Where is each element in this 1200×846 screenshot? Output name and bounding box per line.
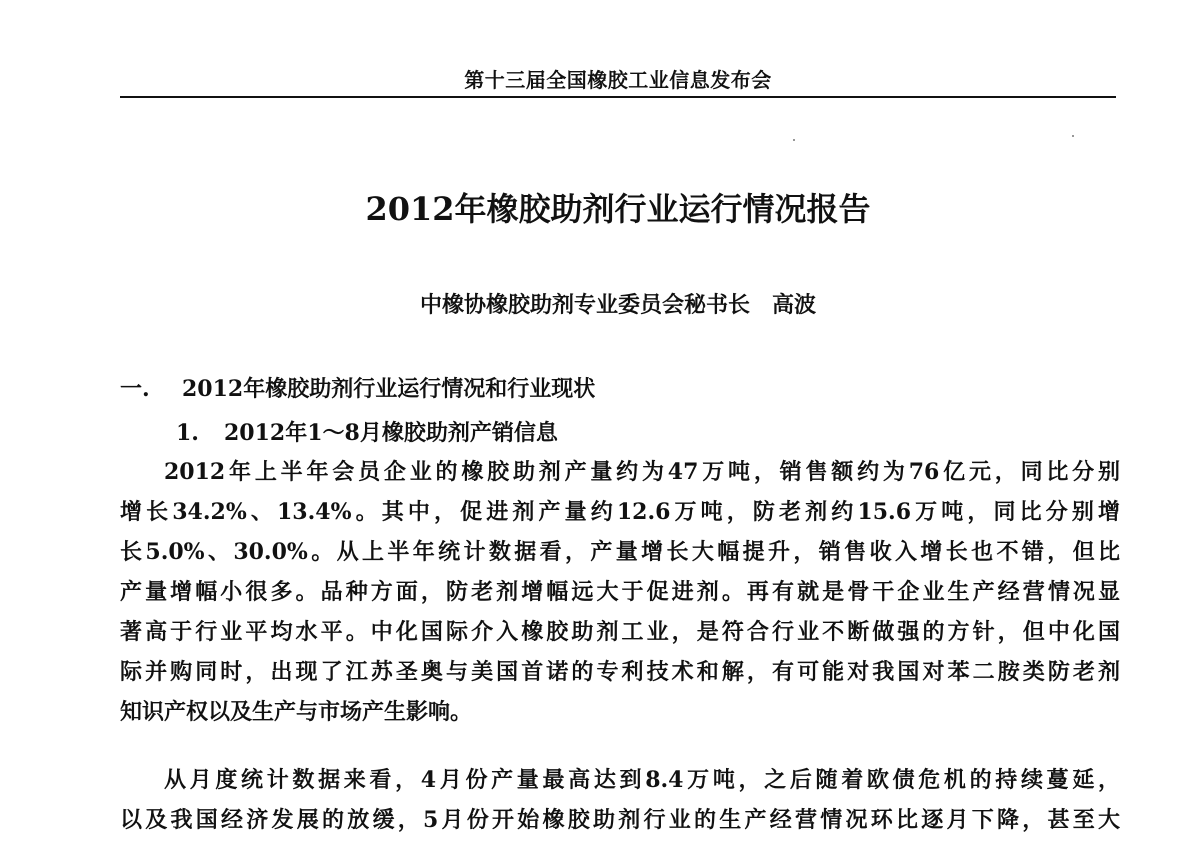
paragraph-line: 际并购同时，出现了江苏圣奥与美国首诺的专利技术和解，有可能对我国对苯二胺类防老剂 <box>120 659 1120 685</box>
scan-speck <box>793 139 795 141</box>
section-number: 一. <box>120 376 150 402</box>
author-line <box>120 288 1116 319</box>
body-paragraph <box>120 452 1120 732</box>
author-name: 高波 <box>772 292 817 318</box>
paragraph-line: 以及我国经济发展的放缓，5月份开始橡胶助剂行业的生产经营情况环比逐月下降，甚至大 <box>120 807 1120 833</box>
paragraph-line: 增长34.2%、13.4%。其中，促进剂产量约12.6万吨，防老剂约15.6万吨，同比分别增 <box>120 499 1120 525</box>
subsection-number: 1. <box>176 420 199 446</box>
author-position: 中橡协橡胶助剂专业委员会秘书长 <box>419 292 750 318</box>
scan-speck <box>1072 135 1074 137</box>
paragraph-line: 著高于行业平均水平。中化国际介入橡胶助剂工业，是符合行业不断做强的方针，但中化国 <box>120 619 1120 645</box>
paragraph-line: 从月度统计数据来看，4月份产量最高达到8.4万吨，之后随着欧债危机的持续蔓延， <box>164 767 1120 793</box>
subsection-heading <box>176 416 558 447</box>
paragraph-line: 2012年上半年会员企业的橡胶助剂产量约为47万吨，销售额约为76亿元，同比分别 <box>164 459 1120 485</box>
section-heading <box>120 372 595 403</box>
paragraph-line: 长5.0%、30.0%。从上半年统计数据看，产量增长大幅提升，销售收入增长也不错，但比 <box>120 539 1120 565</box>
body-paragraph <box>120 760 1120 840</box>
report-title: 2012年橡胶助剂行业运行情况报告 <box>365 190 871 228</box>
paragraph-line: 产量增幅小很多。品种方面，防老剂增幅远大于促进剂。再有就是骨干企业生产经营情况显 <box>120 579 1120 605</box>
running-header: 第十三届全国橡胶工业信息发布会 <box>464 68 772 92</box>
section-heading-text: 2012年橡胶助剂行业运行情况和行业现状 <box>182 376 596 402</box>
paragraph-line: 知识产权以及生产与市场产生影响。 <box>120 699 473 725</box>
subsection-heading-text: 2012年1～8月橡胶助剂产销信息 <box>224 420 558 446</box>
header-rule <box>120 96 1116 98</box>
